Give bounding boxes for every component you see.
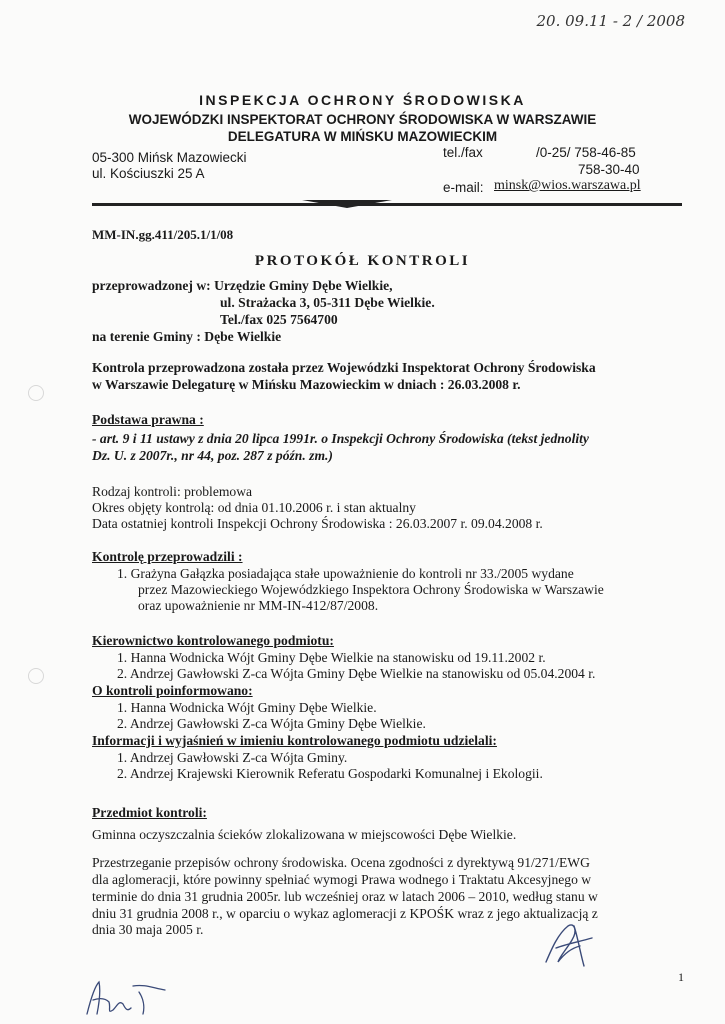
list-item: oraz upoważnienie nr MM-IN-412/87/2008. [138, 598, 379, 613]
phone-number-1: /0-25/ 758-46-85 [536, 145, 636, 160]
subject-paragraph-line: terminie do dnia 31 grudnia 2005r. lub wcześniej oraz w latach 2006 – 2010, według stanu w [92, 889, 598, 904]
conducted-address: ul. Strażacka 3, 05-311 Dębe Wielkie. [220, 295, 435, 310]
inspectors-heading: Kontrolę przeprowadzili : [92, 549, 243, 564]
list-item: 2. Andrzej Gawłowski Z-ca Wójta Gminy Dębe Wielkie na stanowisku od 05.04.2004 r. [117, 666, 596, 681]
legal-basis-line: Dz. U. z 2007r., nr 44, poz. 287 z późn. zm.) [92, 448, 333, 463]
explanations-heading: Informacji i wyjaśnień w imieniu kontrolowanego podmiotu udzielali: [92, 733, 497, 748]
email-label: e-mail: [443, 180, 484, 195]
list-item: 1. Grażyna Gałązka posiadająca stałe upoważnienie do kontroli nr 33./2005 wydane [117, 566, 574, 581]
list-item: 2. Andrzej Krajewski Kierownik Referatu Gospodarki Komunalnej i Ekologii. [117, 766, 543, 781]
conducted-phone: Tel./fax 025 7564700 [220, 312, 338, 327]
list-item: 1. Hanna Wodnicka Wójt Gminy Dębe Wielkie na stanowisku od 19.11.2002 r. [117, 650, 546, 665]
control-statement-line: w Warszawie Delegaturę w Mińsku Mazowieckim w dniach : 26.03.2008 r. [92, 377, 521, 392]
subject-heading: Przedmiot kontroli: [92, 805, 207, 820]
phone-number-2: 758-30-40 [578, 162, 640, 177]
agency-name: WOJEWÓDZKI INSPEKTORAT OCHRONY ŚRODOWISKA W WARSZAWIE [128, 112, 597, 127]
legal-basis-heading: Podstawa prawna : [92, 412, 204, 427]
header-divider [92, 200, 682, 208]
handwritten-date: 20. 09.11 - 2 / 2008 [536, 12, 685, 30]
subject-line: Gminna oczyszczalnia ścieków zlokalizowana w miejscowości Dębe Wielkie. [92, 827, 517, 842]
address-city: 05-300 Mińsk Mazowiecki [92, 150, 247, 165]
punch-hole-mark [28, 385, 44, 401]
agency-branch: DELEGATURA W MIŃSKU MAZOWIECKIM [227, 129, 498, 144]
punch-hole-mark [28, 668, 44, 684]
email-link[interactable]: minsk@wios.warszawa.pl [494, 178, 641, 193]
subject-paragraph-line: dnia 30 maja 2005 r. [92, 922, 204, 937]
control-scope: Okres objęty kontrolą: od dnia 01.10.2006 r. i stan aktualny [92, 500, 416, 515]
management-heading: Kierownictwo kontrolowanego podmiotu: [92, 633, 334, 648]
informed-heading: O kontroli poinformowano: [92, 683, 253, 698]
agency-title: INSPEKCJA OCHRONY ŚRODOWISKA [199, 92, 526, 108]
subject-paragraph-line: dla aglomeracji, które powinny spełniać wymogi Prawa wodnego i Traktatu Akcesyjnego w [92, 872, 592, 887]
document-number: MM-IN.gg.411/205.1/1/08 [92, 227, 234, 242]
control-type: Rodzaj kontroli: problemowa [92, 484, 253, 499]
list-item: 1. Andrzej Gawłowski Z-ca Wójta Gminy. [117, 750, 348, 765]
signature-image [538, 918, 598, 970]
conducted-at-line: przeprowadzonej w: Urzędzie Gminy Dębe Wielkie, [92, 278, 393, 293]
control-statement-line: Kontrola przeprowadzona została przez Wojewódzki Inspektorat Ochrony Środowiska [92, 360, 596, 375]
conducted-area: na terenie Gminy : Dębe Wielkie [92, 329, 282, 344]
address-street: ul. Kościuszki 25 A [92, 166, 205, 181]
list-item: przez Mazowieckiego Wojewódzkiego Inspektora Ochrony Środowiska w Warszawie [138, 582, 604, 597]
document-heading: PROTOKÓŁ KONTROLI [254, 253, 471, 269]
signature-image [83, 978, 173, 1020]
list-item: 1. Hanna Wodnicka Wójt Gminy Dębe Wielkie. [117, 700, 377, 715]
subject-paragraph-line: dniu 31 grudnia 2008 r., w oparciu o wykaz aglomeracji z KPOŚK wraz z jego aktualizacją z [92, 906, 598, 921]
page-number: 1 [678, 970, 684, 984]
legal-basis-line: - art. 9 i 11 ustawy z dnia 20 lipca 1991r. o Inspekcji Ochrony Środowiska (tekst jednolity [92, 431, 589, 446]
tel-label: tel./fax [443, 145, 483, 160]
list-item: 2. Andrzej Gawłowski Z-ca Wójta Gminy Dębe Wielkie. [117, 716, 426, 731]
subject-paragraph-line: Przestrzeganie przepisów ochrony środowiska. Ocena zgodności z dyrektywą 91/271/EWG [92, 855, 590, 870]
last-control-date: Data ostatniej kontroli Inspekcji Ochrony Środowiska : 26.03.2007 r. 09.04.2008 r. [92, 516, 543, 531]
